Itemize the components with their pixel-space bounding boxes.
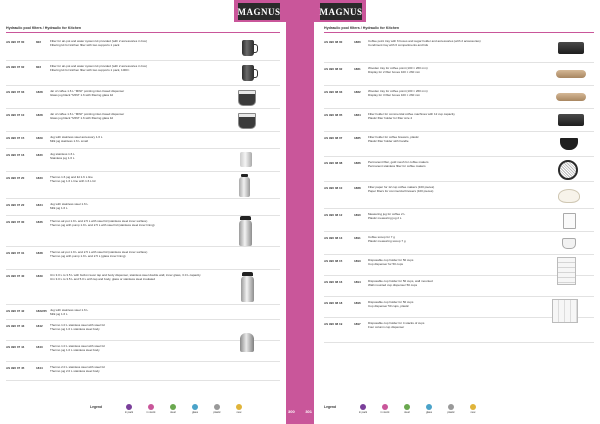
description-line: Wooden tray for coffee point (100 × 260 mm) — [368, 89, 428, 93]
legend-label: in stock — [146, 411, 156, 414]
product-code: AS 990 07 20 — [6, 176, 25, 180]
legend-title: Legend — [324, 405, 337, 409]
description-line: Filter paper for 12 cup coffee makers (100 pieces) — [368, 185, 435, 189]
description-line: Cup dispenser for 50 cups — [368, 262, 404, 267]
product-code: AS 990 07 44 — [6, 345, 25, 349]
description-line: Urn 3.0 L to 3.5 L with built-in lever tap and body dispenser, stainless steel double wall, inner glass, 3.0 L capacity — [50, 273, 201, 277]
spine — [286, 0, 314, 424]
product-description — [50, 199, 280, 212]
article-number: 1828 — [36, 90, 43, 94]
product-row — [324, 109, 594, 132]
coffee-pot-image — [242, 65, 254, 81]
description-line: Plastic measuring jug 2 L — [368, 216, 402, 221]
product-row — [6, 172, 280, 199]
article-number: 1896 — [354, 301, 361, 305]
product-row — [6, 305, 280, 320]
product-row — [324, 297, 594, 318]
product-code: AS 990 07 40 — [6, 274, 25, 278]
product-description — [50, 247, 280, 260]
left-page — [0, 0, 286, 424]
product-code: AS 990 07 42 — [6, 309, 25, 313]
product-code: AS 990 08 19 — [324, 322, 343, 326]
article-number: 1888 — [354, 186, 361, 190]
legend-label: plastic — [447, 411, 455, 414]
coffee-pot-image — [242, 40, 254, 56]
product-description — [50, 362, 280, 375]
legend-label: glass — [191, 411, 199, 414]
product-code: AS 990 07 00 — [6, 40, 25, 44]
page-number-left: 300 — [288, 409, 295, 414]
legend-dot-icon — [448, 404, 454, 410]
article-number: 1897 — [354, 322, 361, 326]
legend-dot-icon — [404, 404, 410, 410]
legend-title: Legend — [90, 405, 103, 409]
legend-item — [118, 404, 140, 414]
product-row — [6, 247, 280, 270]
measuring-jug-image — [563, 213, 576, 229]
description-line: Disposable cup holder for 50 cups — [368, 258, 414, 262]
product-row — [6, 362, 280, 381]
legend-item — [396, 404, 418, 414]
description-line: Permanent filter, gold mesh for coffee makers — [368, 160, 429, 164]
product-code: AS 990 08 10 — [324, 186, 343, 190]
article-number: 823 — [36, 65, 42, 69]
product-code: AS 990 07 30 — [6, 220, 25, 224]
legend-label: steel — [170, 411, 176, 414]
brand-logo-text: MAGNUS — [237, 6, 281, 17]
product-code: AS 990 07 16 — [6, 153, 25, 157]
description-line: Thermo jug 2.0 L stainless steel body — [50, 369, 100, 374]
description-line: Jug with stainless steel 1.6 L — [50, 308, 89, 312]
description-line: Disposable cup holder for 4 stacks of cups — [368, 321, 425, 325]
legend-item — [462, 404, 484, 414]
article-number: 1843 — [36, 345, 43, 349]
legend-dot-icon — [170, 404, 176, 410]
product-code: AS 990 08 15 — [324, 259, 343, 263]
description-line: Glass jug black "MINI" 1.6 with filtering glass lid — [50, 116, 113, 121]
description-line: Milk jug stainless 1.6 L small — [50, 139, 88, 144]
product-code: AS 990 08 07 — [324, 136, 343, 140]
article-number: 1844 — [36, 366, 43, 370]
condiment-tray-image — [558, 42, 584, 54]
description-line: Filter for air-pot and water system kit provided (with 2 accessories in box) — [50, 64, 148, 68]
legend-dot-icon — [126, 404, 132, 410]
product-description — [50, 320, 280, 333]
permanent-filter-image — [558, 160, 578, 180]
legend-dot-icon — [360, 404, 366, 410]
product-row — [6, 320, 280, 341]
product-row — [6, 61, 280, 86]
legend-label: in pack — [124, 411, 134, 414]
product-row — [324, 318, 594, 343]
description-line: Thermo 1.0 L stainless steel with steel lid — [50, 344, 105, 348]
product-code: AS 990 08 18 — [324, 301, 343, 305]
legend-item — [162, 404, 184, 414]
article-number: 1830 — [36, 153, 43, 157]
product-code: AS 990 07 45 — [6, 366, 25, 370]
product-code: AS 990 08 02 — [324, 67, 343, 71]
description-line: Glass jug black "MINI" 1.6 with filtering glass lid — [50, 93, 113, 98]
product-code: AS 990 08 00 — [324, 40, 343, 44]
product-code: AS 990 07 43 — [6, 324, 25, 328]
description-line: Coffee point tray with 6 boxes and sugar holder and accessories (with 2 accessories) — [368, 39, 481, 43]
product-code: AS 990 07 15 — [6, 136, 25, 140]
description-line: Condiment tray with 6 compartments and lids — [368, 43, 429, 48]
product-code: AS 990 07 31 — [6, 251, 25, 255]
description-line: Milk jug 1.6 L — [50, 206, 68, 211]
section-title: Hydraulic pool filters / Hydraulic for Kitchen — [324, 26, 400, 30]
description-line: Thermo jug with pump 1.9 L and 2.5 L with steel lid (stainless steel inner lining) — [50, 223, 155, 228]
legend-label: plastic — [213, 411, 221, 414]
paper-filter-image — [558, 189, 580, 203]
legend-dot-icon — [192, 404, 198, 410]
steel-jug-image — [240, 152, 252, 167]
legend-label: steel — [404, 411, 410, 414]
product-code: AS 990 08 12 — [324, 213, 343, 217]
article-number: 1890 — [354, 213, 361, 217]
description-line: Jar of coffee 1.6 L "MINI" pointing inlet closed dispenser — [50, 112, 125, 116]
product-code: AS 990 07 03 — [6, 90, 25, 94]
product-description — [50, 132, 280, 145]
legend-item — [228, 404, 250, 414]
description-line: Filtering kit for kitchen filter with two supports 1 pack — [50, 43, 120, 48]
article-number: 1838 — [36, 251, 43, 255]
description-line: Filter holder for commercial coffee machines with 12 cup capacity — [368, 112, 455, 116]
product-description — [368, 276, 594, 289]
coffee-scoop-image — [562, 238, 576, 249]
article-number: 1829 — [36, 136, 43, 140]
description-line: Permanent stainless filter for coffee makers — [368, 164, 426, 169]
legend-item — [140, 404, 162, 414]
description-line: Display for 3 filter boxes 100 × 260 mm — [368, 93, 421, 98]
article-number: 1882 — [354, 90, 361, 94]
description-line: Urn 3.0 L to 3.5 L and 5.0 L with tap and body, glass or stainless steel insulated — [50, 277, 156, 282]
legend-dot-icon — [470, 404, 476, 410]
product-row — [6, 132, 280, 149]
page-number-right: 301 — [305, 409, 312, 414]
product-list — [6, 36, 280, 381]
description-line: Plastic filter holder with handle — [368, 139, 409, 144]
description-line: Display for 2 filter boxes 100 × 260 mm — [368, 70, 421, 75]
product-code: AS 990 07 02 — [6, 65, 25, 69]
product-row — [6, 109, 280, 132]
description-line: Wall mounted cup dispenser 50 cups — [368, 283, 418, 288]
description-line: Filter holder for coffee brewers, plastic — [368, 135, 419, 139]
description-line: Stainless jug 1.6 L — [50, 156, 75, 161]
filter-box-image — [558, 114, 584, 126]
legend-dot-icon — [148, 404, 154, 410]
description-line: Thermo 1.6 jug and lid 1.6 L line — [50, 175, 93, 179]
wooden-tray-image — [556, 93, 586, 101]
product-code: AS 990 07 22 — [6, 203, 25, 207]
product-row — [324, 36, 594, 63]
legend — [90, 404, 250, 424]
description-line: Thermo air-pot 1.9 L and 2.5 L with steel lid (stainless steel inner surface) — [50, 250, 148, 254]
product-description — [50, 305, 280, 318]
product-row — [324, 209, 594, 232]
steel-carafe-image — [240, 333, 254, 352]
description-line: Thermo jug 1.0 L stainless steel body — [50, 348, 100, 353]
legend-dot-icon — [382, 404, 388, 410]
article-number: 1894 — [354, 280, 361, 284]
product-row — [6, 36, 280, 61]
product-code: AS 990 07 10 — [6, 113, 25, 117]
product-row — [6, 149, 280, 172]
description-line: Thermo air-pot 1.9 L and 2.5 L with steel lid (stainless steel inner surface) — [50, 219, 148, 223]
legend-label: in stock — [380, 411, 390, 414]
description-line: Disposable cup holder for 50 cups, wall mounted — [368, 279, 433, 283]
description-line: Disposable cup holder for 50 cups — [368, 300, 414, 304]
glass-jug-image — [238, 90, 256, 106]
product-row — [324, 182, 594, 209]
wooden-tray-image — [556, 70, 586, 78]
description-line: Measuring jug for coffee 2 L — [368, 212, 406, 216]
legend-dot-icon — [236, 404, 242, 410]
product-row — [324, 157, 594, 182]
description-line: Coffee scoop for 7 g — [368, 235, 395, 239]
product-description — [368, 209, 594, 222]
description-line: Jug stainless 1.6 L — [50, 152, 75, 156]
description-line: Thermo jug 1.6 L line with 1.6 L lid — [50, 179, 96, 184]
legend-label: new — [236, 411, 242, 414]
legend-label: in pack — [358, 411, 368, 414]
header-rule — [6, 32, 280, 33]
right-page — [314, 0, 600, 424]
product-row — [324, 255, 594, 276]
description-line: Cup dispenser 50 cups, plastic — [368, 304, 409, 309]
description-line: Filter for air-pot and water system kit provided (with 2 accessories in box) — [50, 39, 148, 43]
legend-item — [352, 404, 374, 414]
brand-logo — [320, 3, 362, 20]
product-code: AS 990 08 13 — [324, 236, 343, 240]
legend-item — [184, 404, 206, 414]
description-line: Thermo 2.0 L stainless steel with steel lid — [50, 365, 105, 369]
section-title: Hydraulic pool filters / Hydraulic for Kitchen — [6, 26, 82, 30]
airpot-image — [239, 220, 252, 246]
article-number: 1893 — [354, 259, 361, 263]
description-line: Thermo 1.0 L stainless steel with steel lid — [50, 323, 105, 327]
legend-item — [374, 404, 396, 414]
product-row — [6, 270, 280, 305]
product-code: AS 990 08 03 — [324, 90, 343, 94]
product-row — [324, 276, 594, 297]
article-number: 1833 — [36, 176, 43, 180]
description-line: Four column cup dispenser — [368, 325, 405, 330]
product-code: AS 990 08 08 — [324, 161, 343, 165]
legend-label: glass — [425, 411, 433, 414]
legend — [324, 404, 484, 424]
legend-dot-icon — [426, 404, 432, 410]
article-number: 1884 — [354, 113, 361, 117]
article-number: 1886 — [354, 161, 361, 165]
product-row — [6, 199, 280, 216]
header-rule — [324, 32, 594, 33]
article-number: 1839 — [36, 274, 43, 278]
description-line: Thermo jug with pump 1.9 L and 2.5 L (glass inner lining) — [50, 254, 126, 259]
description-line: Jug with stainless steel accessory 1.6 L — [50, 135, 103, 139]
description-line: Filtering kit for kitchen filter with two supports 1 pack, 1000 t — [50, 68, 130, 73]
product-code: AS 990 08 05 — [324, 113, 343, 117]
glass-jug-image — [238, 113, 256, 129]
product-row — [6, 341, 280, 362]
brand-logo-text: MAGNUS — [319, 6, 363, 17]
article-number: 822 — [36, 40, 42, 44]
urn-image — [241, 276, 254, 302]
thermo-jug-image — [239, 177, 250, 197]
product-row — [324, 86, 594, 109]
product-code: AS 990 08 16 — [324, 280, 343, 284]
legend-dot-icon — [214, 404, 220, 410]
brand-logo — [238, 3, 280, 20]
description-line: Plastic measuring scoop 7 g — [368, 239, 406, 244]
article-number: 1891 — [354, 236, 361, 240]
article-number: 1881 — [354, 67, 361, 71]
product-description — [368, 318, 594, 331]
article-number: 1842 — [36, 324, 43, 328]
legend-label: new — [470, 411, 476, 414]
legend-item — [418, 404, 440, 414]
article-number: 1822/25 — [36, 309, 47, 313]
product-row — [6, 86, 280, 109]
filter-holder-image — [560, 138, 578, 150]
description-line: Thermo jug 1.0 L stainless steel body — [50, 327, 100, 332]
product-list — [324, 36, 594, 343]
description-line: Wooden tray for coffee point (100 × 260 mm) — [368, 66, 428, 70]
product-row — [6, 216, 280, 247]
article-number: 1880 — [354, 40, 361, 44]
article-number: 1836 — [36, 220, 43, 224]
description-line: Jar of coffee 1.6 L "MINI" pointing inlet closed dispenser — [50, 89, 125, 93]
product-row — [324, 132, 594, 157]
legend-item — [206, 404, 228, 414]
description-line: Paper filters for commercial brewers (100 pieces) — [368, 189, 434, 194]
description-line: Plastic filter holder for filter size 4 — [368, 116, 413, 121]
article-number: 1885 — [354, 136, 361, 140]
description-line: Milk jug 1.6 L — [50, 312, 68, 317]
description-line: Jug with stainless steel 1.6 L — [50, 202, 89, 206]
product-row — [324, 63, 594, 86]
legend-item — [440, 404, 462, 414]
product-description — [368, 232, 594, 245]
article-number: 1828 — [36, 113, 43, 117]
product-row — [324, 232, 594, 255]
article-number: 1834 — [36, 203, 43, 207]
